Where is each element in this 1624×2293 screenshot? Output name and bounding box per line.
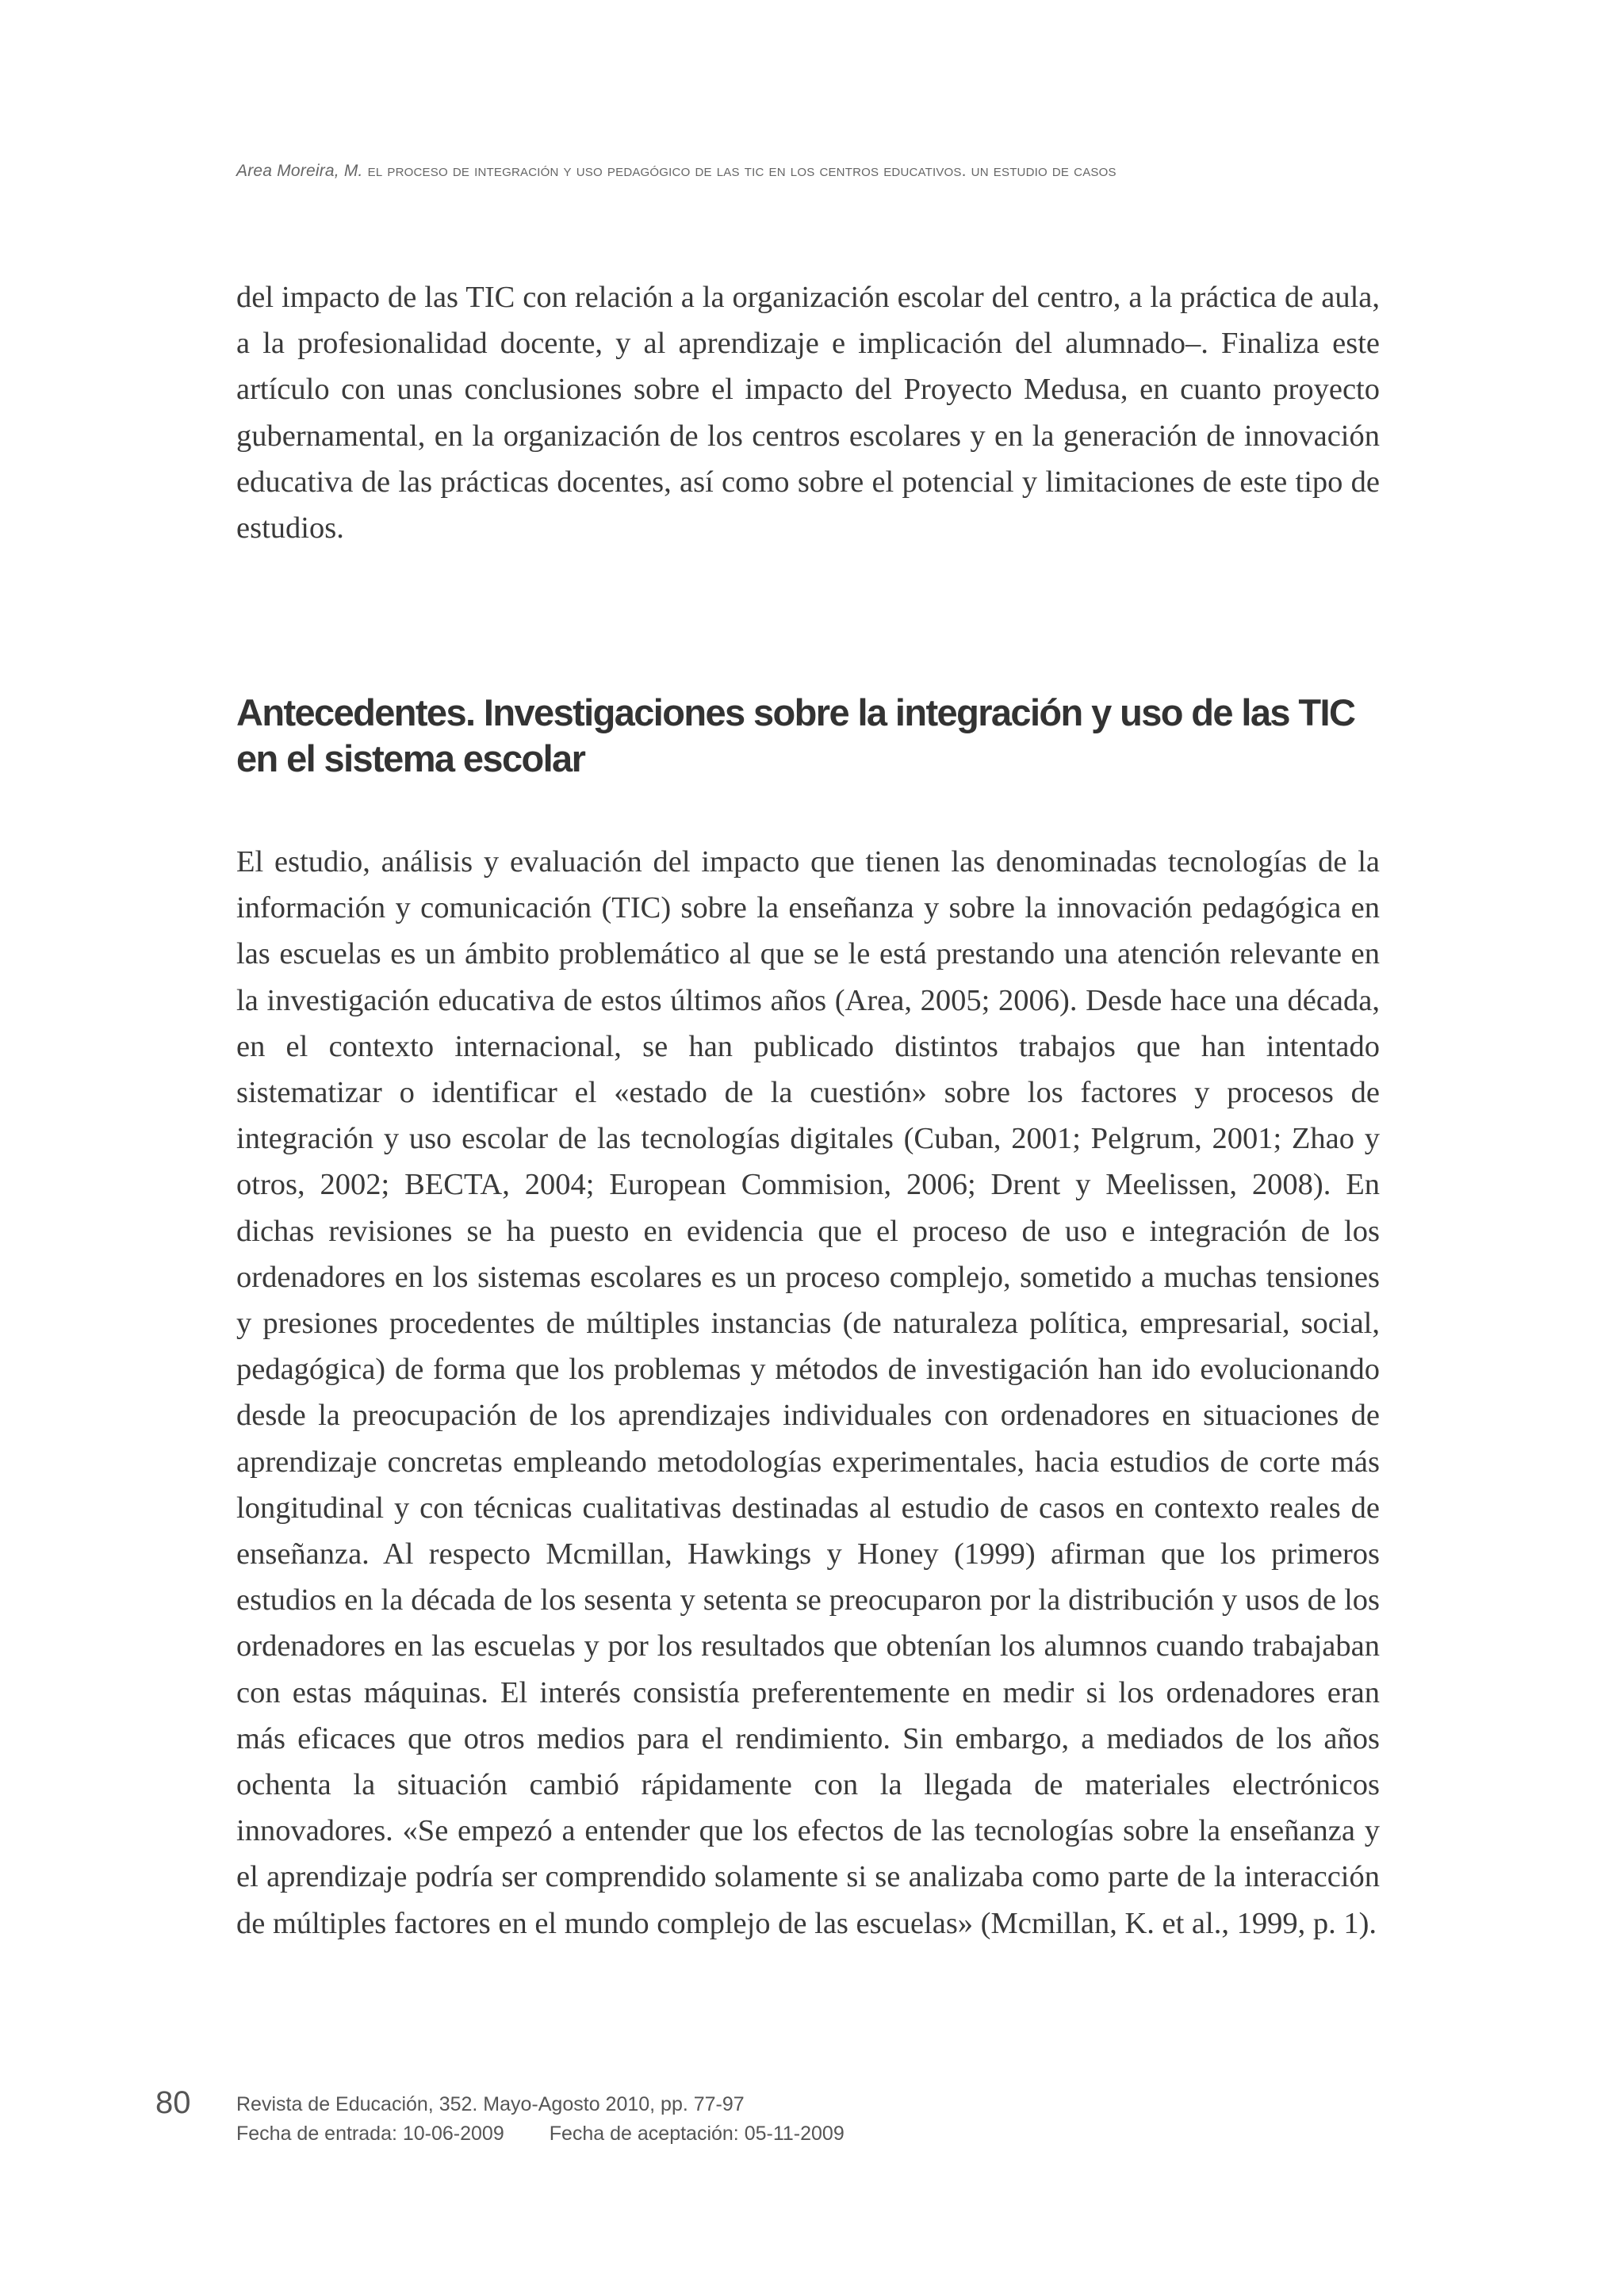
page-number: 80 (155, 2085, 191, 2120)
running-header-title: el proceso de integración y uso pedagógico de las tic en los centros educativos. un estudio de casos (367, 162, 1116, 180)
footer-journal: Revista de Educación, 352. Mayo-Agosto 2010, pp. 77-97 (236, 2093, 745, 2115)
section-heading: Antecedentes. Investigaciones sobre la integración y uso de las TIC en el sistema escolar (236, 691, 1355, 779)
footer-dates (236, 2119, 845, 2149)
footer-received-date: Fecha de entrada: 10-06-2009 (236, 2123, 504, 2145)
footer-accepted-date: Fecha de aceptación: 05-11-2009 (549, 2123, 845, 2145)
running-header-author: Area Moreira, M. (236, 162, 363, 180)
body-paragraph-antecedentes: El estudio, análisis y evaluación del impacto que tienen las denominadas tecnologías de la información y comunicación (TIC) sobre la enseñanza y sobre la innovación pedagógica en las escuelas es un ámbito problemático al que se le está prestando una atención relevante en la investigación educativa de estos últimos años (Area, 2005; 2006). Desde hace una década, en el contexto internacional, se han publicado distintos trabajos que han intentado sistematizar o identificar el «estado de la cuestión» sobre los factores y procesos de integración y uso escolar de las tecnologías digitales (Cuban, 2001; Pelgrum, 2001; Zhao y otros, 2002; BECTA, 2004; European Commision, 2006; Drent y Meelissen, 2008). En dichas revisiones se ha puesto en evidencia que el proceso de uso e integración de los ordenadores en los sistemas escolares es un proceso complejo, sometido a muchas tensiones y presiones procedentes de múltiples instancias (de naturaleza política, empresarial, social, pedagógica) de forma que los problemas y métodos de investigación han ido evolucionando desde la preocupación de los aprendizajes individuales con ordenadores en situaciones de aprendizaje concretas empleando metodologías experimentales, hacia estudios de corte más longitudinal y con técnicas cualitativas destinadas al estudio de casos en contexto reales de enseñanza. Al respecto Mcmillan, Hawkings y Honey (1999) afirman que los primeros estudios en la década de los sesenta y setenta se preocuparon por la distribución y usos de los ordenadores en las escuelas y por los resultados que obtenían los alumnos cuando trabajaban con estas máquinas. El interés consistía preferentemente en medir si los ordenadores eran más eficaces que otros medios para el rendimiento. Sin embargo, a mediados de los años ochenta la situación cambió rápidamente con la llegada de materiales electrónicos innovadores. «Se empezó a entender que los efectos de las tecnologías sobre la enseñanza y el aprendizaje podría ser comprendido solamente si se analizaba como parte de la interacción de múltiples factores en el mundo complejo de las escuelas» (Mcmillan, K. et al., 1999, p. 1). (236, 845, 1380, 1940)
footer-info (236, 2090, 845, 2149)
running-header (236, 162, 1378, 181)
body-paragraph-intro-end: del impacto de las TIC con relación a la organización escolar del centro, a la práctica de aula, a la profesionalidad docente, y al aprendizaje e implicación del alumnado–. Finaliza este artículo con unas conclusiones sobre el impacto del Proyecto Medusa, en cuanto proyecto gubernamental, en la organización de los centros escolares y en la generación de innovación educativa de las prácticas docentes, así como sobre el potencial y limitaciones de este tipo de estudios. (236, 281, 1380, 545)
